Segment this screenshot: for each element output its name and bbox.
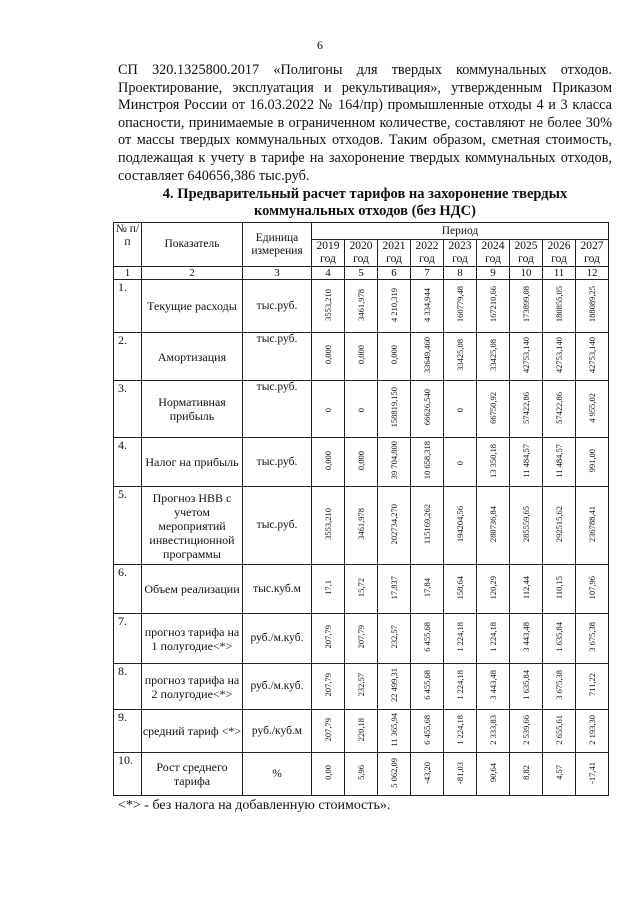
row-unit: руб./м.куб. <box>243 614 312 664</box>
row-indicator: Прогноз НВВ с учетом мероприятий инвестиционной программы <box>142 487 243 565</box>
value-cell <box>378 614 411 664</box>
value-cell <box>312 565 345 614</box>
header-year-suffix: год <box>584 253 600 265</box>
header-year-value: 2022 <box>415 240 439 252</box>
value-text: 5 062,09 <box>389 757 399 788</box>
value-text: 207,79 <box>356 625 366 649</box>
value-text: 1 224,18 <box>455 622 465 652</box>
value-text: 280736,84 <box>488 505 498 543</box>
value-text: 0,000 <box>356 450 366 471</box>
header-num: № п/п <box>114 223 142 267</box>
value-cell <box>345 664 378 710</box>
value-cell <box>345 438 378 487</box>
header-year <box>345 240 378 267</box>
value-text: 3 443,48 <box>488 670 498 700</box>
row-number: 8. <box>114 664 142 710</box>
value-text: 33425,08 <box>488 339 498 371</box>
value-cell <box>378 438 411 487</box>
value-cell <box>345 753 378 796</box>
value-cell <box>411 565 444 614</box>
header-year-suffix: год <box>353 253 369 265</box>
value-cell <box>576 664 609 710</box>
value-cell <box>345 333 378 381</box>
header-year-value: 2024 <box>481 240 505 252</box>
value-cell <box>411 664 444 710</box>
value-text: 4 210,319 <box>389 287 399 322</box>
value-text: 10 658,318 <box>422 441 432 480</box>
header-year-value: 2026 <box>547 240 571 252</box>
value-text: 180855,05 <box>554 286 564 323</box>
header-year <box>477 240 510 267</box>
value-cell <box>543 487 576 565</box>
value-text: 0 <box>455 460 465 465</box>
value-cell <box>477 333 510 381</box>
row-unit: руб./куб.м <box>243 710 312 753</box>
table-row <box>114 381 609 438</box>
value-text: 0,000 <box>323 345 333 365</box>
value-cell <box>510 614 543 664</box>
value-text: 0,000 <box>323 450 333 471</box>
header-year <box>576 240 609 267</box>
value-text: 202734,270 <box>389 503 399 545</box>
value-cell <box>477 381 510 438</box>
value-cell <box>576 710 609 753</box>
value-cell <box>510 710 543 753</box>
value-cell <box>543 280 576 333</box>
value-cell <box>444 487 477 565</box>
value-cell <box>411 381 444 438</box>
value-cell <box>576 280 609 333</box>
row-number: 10. <box>114 753 142 796</box>
value-cell <box>378 487 411 565</box>
header-year-value: 2021 <box>382 240 406 252</box>
header-unit: Единица измерения <box>243 223 312 267</box>
value-text: 22 499,31 <box>389 668 399 702</box>
header-year <box>378 240 411 267</box>
page-number: 6 <box>317 38 323 52</box>
value-text: 207,79 <box>323 717 333 742</box>
header-year <box>312 240 345 267</box>
header-year-suffix: год <box>452 253 468 265</box>
value-text: 115169,262 <box>422 503 432 545</box>
column-number: 7 <box>411 267 444 280</box>
row-number: 9. <box>114 710 142 753</box>
value-cell <box>510 438 543 487</box>
value-cell <box>312 280 345 333</box>
value-text: 3 443,48 <box>521 622 531 652</box>
value-text: 42753,140 <box>587 336 597 374</box>
header-year-suffix: год <box>386 253 402 265</box>
value-text: 39 704,800 <box>389 441 399 480</box>
value-cell <box>576 753 609 796</box>
value-text: 11 484,57 <box>554 443 564 478</box>
column-number: 8 <box>444 267 477 280</box>
value-cell <box>312 710 345 753</box>
row-unit: тыс.руб. <box>243 280 312 333</box>
header-year-value: 2020 <box>349 240 373 252</box>
column-number: 3 <box>243 267 312 280</box>
value-text: 711,22 <box>587 673 597 697</box>
value-cell <box>378 710 411 753</box>
value-text: 2 193,30 <box>587 714 597 745</box>
value-text: 207,79 <box>323 625 333 649</box>
value-cell <box>576 487 609 565</box>
value-cell <box>510 487 543 565</box>
value-cell <box>345 710 378 753</box>
value-text: 6 455,68 <box>422 714 432 745</box>
value-text: 292515,62 <box>554 505 564 543</box>
row-unit: тыс.руб. <box>243 333 312 381</box>
row-number: 7. <box>114 614 142 664</box>
value-cell <box>444 438 477 487</box>
column-number: 4 <box>312 267 345 280</box>
value-text: 8,82 <box>521 765 531 780</box>
value-text: 160779,48 <box>455 286 465 323</box>
value-cell <box>543 381 576 438</box>
value-cell <box>510 381 543 438</box>
table-row <box>114 614 609 664</box>
value-cell <box>345 565 378 614</box>
value-text: 0 <box>356 407 366 412</box>
value-text: 11 365,94 <box>389 712 399 747</box>
value-cell <box>312 381 345 438</box>
value-cell <box>411 280 444 333</box>
value-cell <box>444 381 477 438</box>
header-year-value: 2019 <box>316 240 340 252</box>
header-year-suffix: год <box>419 253 435 265</box>
value-cell <box>576 438 609 487</box>
value-text: 167210,66 <box>488 286 498 323</box>
value-cell <box>378 664 411 710</box>
value-text: 5,96 <box>356 765 366 780</box>
value-text: 66626,540 <box>422 389 432 426</box>
value-cell <box>411 438 444 487</box>
value-cell <box>378 280 411 333</box>
value-cell <box>444 664 477 710</box>
header-year-suffix: год <box>551 253 567 265</box>
table-row <box>114 487 609 565</box>
table-row <box>114 565 609 614</box>
header-year <box>510 240 543 267</box>
header-year-suffix: год <box>518 253 534 265</box>
value-cell <box>576 614 609 664</box>
value-cell <box>477 280 510 333</box>
value-text: 232,57 <box>356 673 366 697</box>
row-unit: руб./м.куб. <box>243 664 312 710</box>
row-number: 6. <box>114 565 142 614</box>
value-text: -81,03 <box>455 761 465 784</box>
table-row <box>114 664 609 710</box>
value-text: 17,837 <box>389 575 399 600</box>
value-text: 3553,210 <box>323 288 333 321</box>
value-text: 0,000 <box>356 345 366 365</box>
value-cell <box>378 753 411 796</box>
header-indicator: Показатель <box>142 223 243 267</box>
value-cell <box>444 710 477 753</box>
value-cell <box>411 710 444 753</box>
tariff-table <box>113 222 609 796</box>
value-text: 33425,08 <box>455 339 465 371</box>
value-cell <box>312 438 345 487</box>
value-cell <box>345 280 378 333</box>
footnote: <*> - без налога на добавленную стоимость». <box>118 798 391 813</box>
value-text: 2 655,61 <box>554 714 564 745</box>
header-year <box>444 240 477 267</box>
value-text: 3461,978 <box>356 508 366 540</box>
value-text: 1 224,18 <box>455 714 465 745</box>
row-indicator: Текущие расходы <box>142 280 243 333</box>
row-indicator: Амортизация <box>142 333 243 381</box>
value-text: 1 224,18 <box>455 670 465 700</box>
value-cell <box>543 664 576 710</box>
value-text: 194204,56 <box>455 505 465 543</box>
value-cell <box>345 381 378 438</box>
value-text: 188089,25 <box>587 286 597 323</box>
value-cell <box>543 753 576 796</box>
value-cell <box>510 280 543 333</box>
value-cell <box>477 438 510 487</box>
table-row <box>114 280 609 333</box>
header-year-suffix: год <box>320 253 336 265</box>
value-cell <box>576 381 609 438</box>
value-text: 66750,92 <box>488 391 498 424</box>
value-text: 112,44 <box>521 575 531 600</box>
value-cell <box>444 565 477 614</box>
value-cell <box>576 565 609 614</box>
value-text: 236788,41 <box>587 505 597 543</box>
value-cell <box>477 710 510 753</box>
intro-paragraph: СП 320.1325800.2017 «Полигоны для твердых коммунальных отходов. Проектирование, эксплуатация и рекультивация», утвержденным Приказом Минстроя России от 16.03.2022 № 164/пр) промышленные отходы 4 и 3 класса опасности, принимаемые в ограниченном количестве, составляют не более 30% от массы твердых коммунальных отходов. Таким образом, сметная стоимость, подлежащая к учету в тарифе на захоронение твердых коммунальных отходов, составляет 640656,386 тыс.руб. <box>118 62 612 184</box>
value-cell <box>510 664 543 710</box>
value-text: -43,20 <box>422 761 432 784</box>
value-text: 11 484,57 <box>521 443 531 478</box>
row-unit: тыс.руб. <box>243 487 312 565</box>
value-text: 42753,140 <box>554 336 564 374</box>
value-text: 158819,150 <box>389 387 399 428</box>
value-text: -17,41 <box>587 761 597 784</box>
value-cell <box>477 565 510 614</box>
header-year-value: 2025 <box>514 240 538 252</box>
value-cell <box>543 438 576 487</box>
row-indicator: средний тариф <*> <box>142 710 243 753</box>
value-text: 6 455,68 <box>422 670 432 700</box>
table-row <box>114 333 609 381</box>
value-text: 17,84 <box>422 577 432 598</box>
value-text: 0,00 <box>323 765 333 780</box>
row-number: 1. <box>114 280 142 333</box>
row-indicator: Объем реализации <box>142 565 243 614</box>
value-cell <box>477 664 510 710</box>
value-cell <box>378 333 411 381</box>
value-text: 90,64 <box>488 762 498 783</box>
value-text: 173899,08 <box>521 286 531 323</box>
value-text: 2 333,83 <box>488 714 498 745</box>
value-text: 0 <box>455 407 465 412</box>
value-cell <box>312 614 345 664</box>
value-cell <box>510 565 543 614</box>
value-text: 158,64 <box>455 575 465 600</box>
value-text: 57422,86 <box>521 391 531 424</box>
value-cell <box>411 614 444 664</box>
row-unit: тыс.куб.м <box>243 565 312 614</box>
header-year <box>411 240 444 267</box>
value-cell <box>477 753 510 796</box>
value-text: 110,15 <box>554 575 564 600</box>
value-text: 3 675,38 <box>554 670 564 700</box>
row-number: 4. <box>114 438 142 487</box>
value-cell <box>510 753 543 796</box>
value-text: 107,96 <box>587 575 597 600</box>
row-number: 5. <box>114 487 142 565</box>
column-number: 10 <box>510 267 543 280</box>
value-text: 232,57 <box>389 625 399 649</box>
header-period: Период <box>312 223 609 240</box>
row-indicator: Нормативная прибыль <box>142 381 243 438</box>
value-cell <box>543 710 576 753</box>
value-text: 285559,65 <box>521 505 531 543</box>
value-cell <box>345 487 378 565</box>
value-cell <box>411 487 444 565</box>
value-text: 220,18 <box>356 717 366 742</box>
value-text: 1 635,84 <box>554 622 564 652</box>
value-text: 4,57 <box>554 765 564 780</box>
value-text: 120,29 <box>488 575 498 600</box>
row-unit: тыс.руб. <box>243 381 312 438</box>
value-cell <box>444 753 477 796</box>
table-row <box>114 710 609 753</box>
value-text: 2 539,66 <box>521 714 531 745</box>
value-text: 15,72 <box>356 577 366 598</box>
value-cell <box>345 614 378 664</box>
header-year-value: 2023 <box>448 240 472 252</box>
value-text: 3553,210 <box>323 508 333 540</box>
column-number: 12 <box>576 267 609 280</box>
row-unit: тыс.руб. <box>243 438 312 487</box>
value-text: 13 350,18 <box>488 443 498 478</box>
value-cell <box>444 614 477 664</box>
value-cell <box>477 614 510 664</box>
value-text: 42753,140 <box>521 336 531 374</box>
value-cell <box>543 614 576 664</box>
value-text: 3 675,38 <box>587 622 597 652</box>
row-unit: % <box>243 753 312 796</box>
value-cell <box>411 753 444 796</box>
value-text: 33649,460 <box>422 336 432 374</box>
value-text: 3461,978 <box>356 288 366 321</box>
value-text: 0 <box>323 407 333 412</box>
column-number: 2 <box>142 267 243 280</box>
row-number: 3. <box>114 381 142 438</box>
value-cell <box>576 333 609 381</box>
value-cell <box>312 333 345 381</box>
value-text: 1 635,84 <box>521 670 531 700</box>
value-cell <box>378 565 411 614</box>
value-text: 4 955,02 <box>587 392 597 423</box>
value-cell <box>477 487 510 565</box>
row-indicator: Налог на прибыль <box>142 438 243 487</box>
column-number: 5 <box>345 267 378 280</box>
header-year-value: 2027 <box>580 240 604 252</box>
value-cell <box>312 664 345 710</box>
row-number: 2. <box>114 333 142 381</box>
value-text: 207,79 <box>323 673 333 697</box>
column-number: 1 <box>114 267 142 280</box>
column-number: 6 <box>378 267 411 280</box>
value-cell <box>543 565 576 614</box>
value-cell <box>444 280 477 333</box>
value-text: 6 455,68 <box>422 622 432 652</box>
value-text: 0,000 <box>389 345 399 365</box>
header-year-suffix: год <box>485 253 501 265</box>
column-number: 11 <box>543 267 576 280</box>
value-text: 57422,86 <box>554 391 564 424</box>
value-text: 4 334,944 <box>422 287 432 322</box>
row-indicator: прогноз тарифа на 1 полугодие<*> <box>142 614 243 664</box>
value-cell <box>510 333 543 381</box>
table-row <box>114 753 609 796</box>
row-indicator: Рост среднего тарифа <box>142 753 243 796</box>
value-cell <box>312 487 345 565</box>
value-text: 17,1 <box>323 580 333 595</box>
value-text: 991,00 <box>587 448 597 473</box>
header-year <box>543 240 576 267</box>
value-cell <box>411 333 444 381</box>
row-indicator: прогноз тарифа на 2 полугодие<*> <box>142 664 243 710</box>
value-text: 1 224,18 <box>488 622 498 652</box>
value-cell <box>378 381 411 438</box>
section-heading: 4. Предварительный расчет тарифов на захоронение твердых коммунальных отходов (без НДС) <box>162 186 568 219</box>
column-number: 9 <box>477 267 510 280</box>
value-cell <box>444 333 477 381</box>
table-row <box>114 438 609 487</box>
value-cell <box>312 753 345 796</box>
value-cell <box>543 333 576 381</box>
